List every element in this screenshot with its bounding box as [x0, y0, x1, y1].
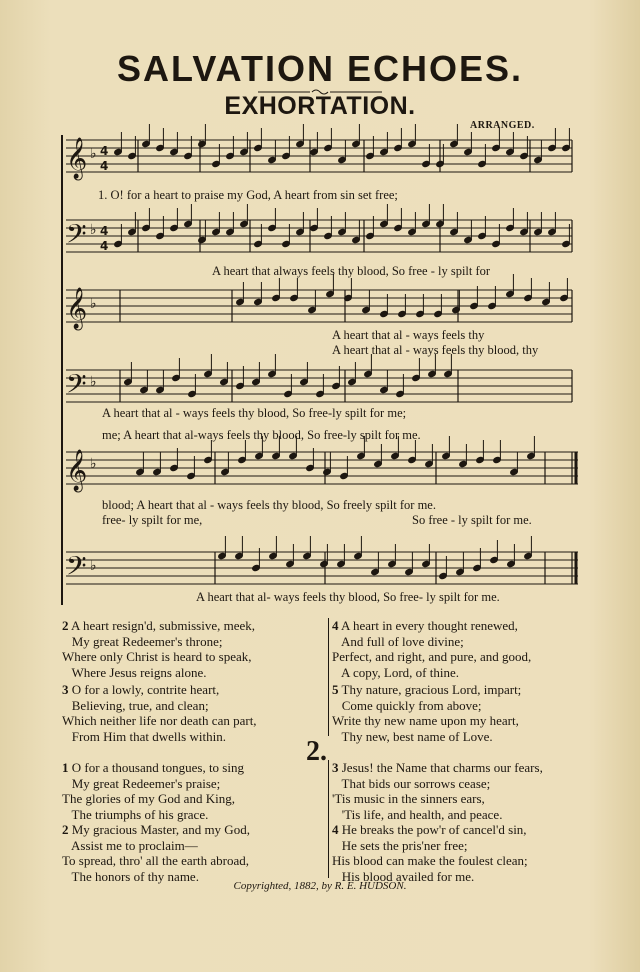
lyric-line-3: A heart that al - ways feels thy: [332, 328, 485, 342]
svg-text:𝄢: 𝄢: [66, 368, 87, 406]
svg-text:4: 4: [100, 144, 109, 158]
svg-text:𝄞: 𝄞: [66, 138, 88, 179]
verse-number: 4: [332, 618, 339, 633]
svg-text:♭: ♭: [90, 296, 97, 312]
staff-3: [66, 290, 572, 322]
hymn2-verse-4: [332, 822, 528, 884]
svg-text:♭: ♭: [90, 456, 97, 472]
verse-text: O for a lowly, contrite heart, Believing, true, and clean; Which neither life nor death can part, From Him that dwells within.: [62, 682, 257, 744]
arranger-credit: ARRANGED.: [470, 120, 535, 131]
svg-text:♭: ♭: [90, 558, 97, 574]
verse-2: [62, 618, 255, 680]
svg-text:4: 4: [100, 159, 109, 173]
verse-text: He breaks the pow'r of cancel'd sin, He sets the pris'ner free; His blood can make the foulest clean; His blood availed for me.: [332, 822, 528, 884]
verse-text: O for a thousand tongues, to sing My great Redeemer's praise; The glories of my God and King, The triumphs of his grace.: [62, 760, 244, 822]
verse-text: My gracious Master, and my God, Assist me to proclaim— To spread, thro' all the earth abroad, The honors of thy name.: [62, 822, 250, 884]
verse-5: [332, 682, 521, 744]
lyric-line-8: free- ly spilt for me,: [102, 513, 203, 527]
svg-text:4: 4: [100, 224, 109, 238]
svg-text:♭: ♭: [90, 222, 97, 238]
verse-text: Jesus! the Name that charms our fears, That bids our sorrows cease; 'Tis music in the sinners ears, 'Tis life, and health, and peace.: [332, 760, 543, 822]
verse-3: [62, 682, 257, 744]
hymn2-verse-3: [332, 760, 543, 822]
hymn-number: 2.: [306, 736, 327, 767]
verse-number: 1: [62, 760, 69, 775]
lyric-line-7: blood; A heart that al - ways feels thy blood, So freely spilt for me.: [102, 498, 436, 512]
column-divider-2: [328, 760, 329, 878]
lyric-line-4: A heart that al - ways feels thy blood, thy: [332, 343, 539, 357]
hymn-title: EXHORTATION.: [224, 92, 416, 120]
lyric-line-1: 1. O! for a heart to praise my God, A heart from sin set free;: [98, 188, 398, 202]
verse-number: 3: [62, 682, 69, 697]
book-title: SALVATION ECHOES.: [116, 48, 524, 89]
lyric-line-9: A heart that al- ways feels thy blood, So free- ly spilt for me.: [196, 590, 500, 604]
svg-text:♭: ♭: [90, 146, 97, 162]
verse-number: 3: [332, 760, 339, 775]
lyric-line-2: A heart that always feels thy blood, So free - ly spilt for: [212, 264, 491, 278]
svg-text:𝄢: 𝄢: [66, 218, 87, 256]
verse-4: [332, 618, 531, 680]
lyric-line-5: A heart that al - ways feels thy blood, So free-ly spilt for me;: [102, 406, 407, 420]
copyright-notice: Copyrighted, 1882, by R. E. HUDSON.: [233, 880, 407, 892]
staff-6: [66, 552, 578, 584]
verse-number: 2: [62, 822, 69, 837]
svg-text:𝄢: 𝄢: [66, 550, 87, 588]
lyric-line-6: me; A heart that al-ways feels thy blood, So free-ly spilt for me.: [102, 428, 421, 442]
verse-number: 5: [332, 682, 339, 697]
lyric-line-8b: So free - ly spilt for me.: [412, 513, 532, 527]
svg-text:♭: ♭: [90, 374, 97, 390]
svg-text:𝄞: 𝄞: [66, 450, 88, 491]
hymn2-verse-1: [62, 760, 244, 822]
svg-text:4: 4: [100, 239, 109, 253]
staff-5: [66, 452, 578, 484]
hymn2-verse-2: [62, 822, 250, 884]
verse-number: 2: [62, 618, 69, 633]
verse-text: A heart resign'd, submissive, meek, My great Redeemer's throne; Where only Christ is heard to speak, Where Jesus reigns alone.: [62, 618, 255, 680]
svg-text:𝄞: 𝄞: [66, 288, 88, 329]
column-divider: [328, 618, 329, 736]
verse-number: 4: [332, 822, 339, 837]
verse-text: A heart in every thought renewed, And full of love divine; Perfect, and right, and pure, and good, A copy, Lord, of thine.: [332, 618, 532, 680]
verse-text: Thy nature, gracious Lord, impart; Come quickly from above; Write thy new name upon my heart, Thy new, best name of Love.: [332, 682, 522, 744]
